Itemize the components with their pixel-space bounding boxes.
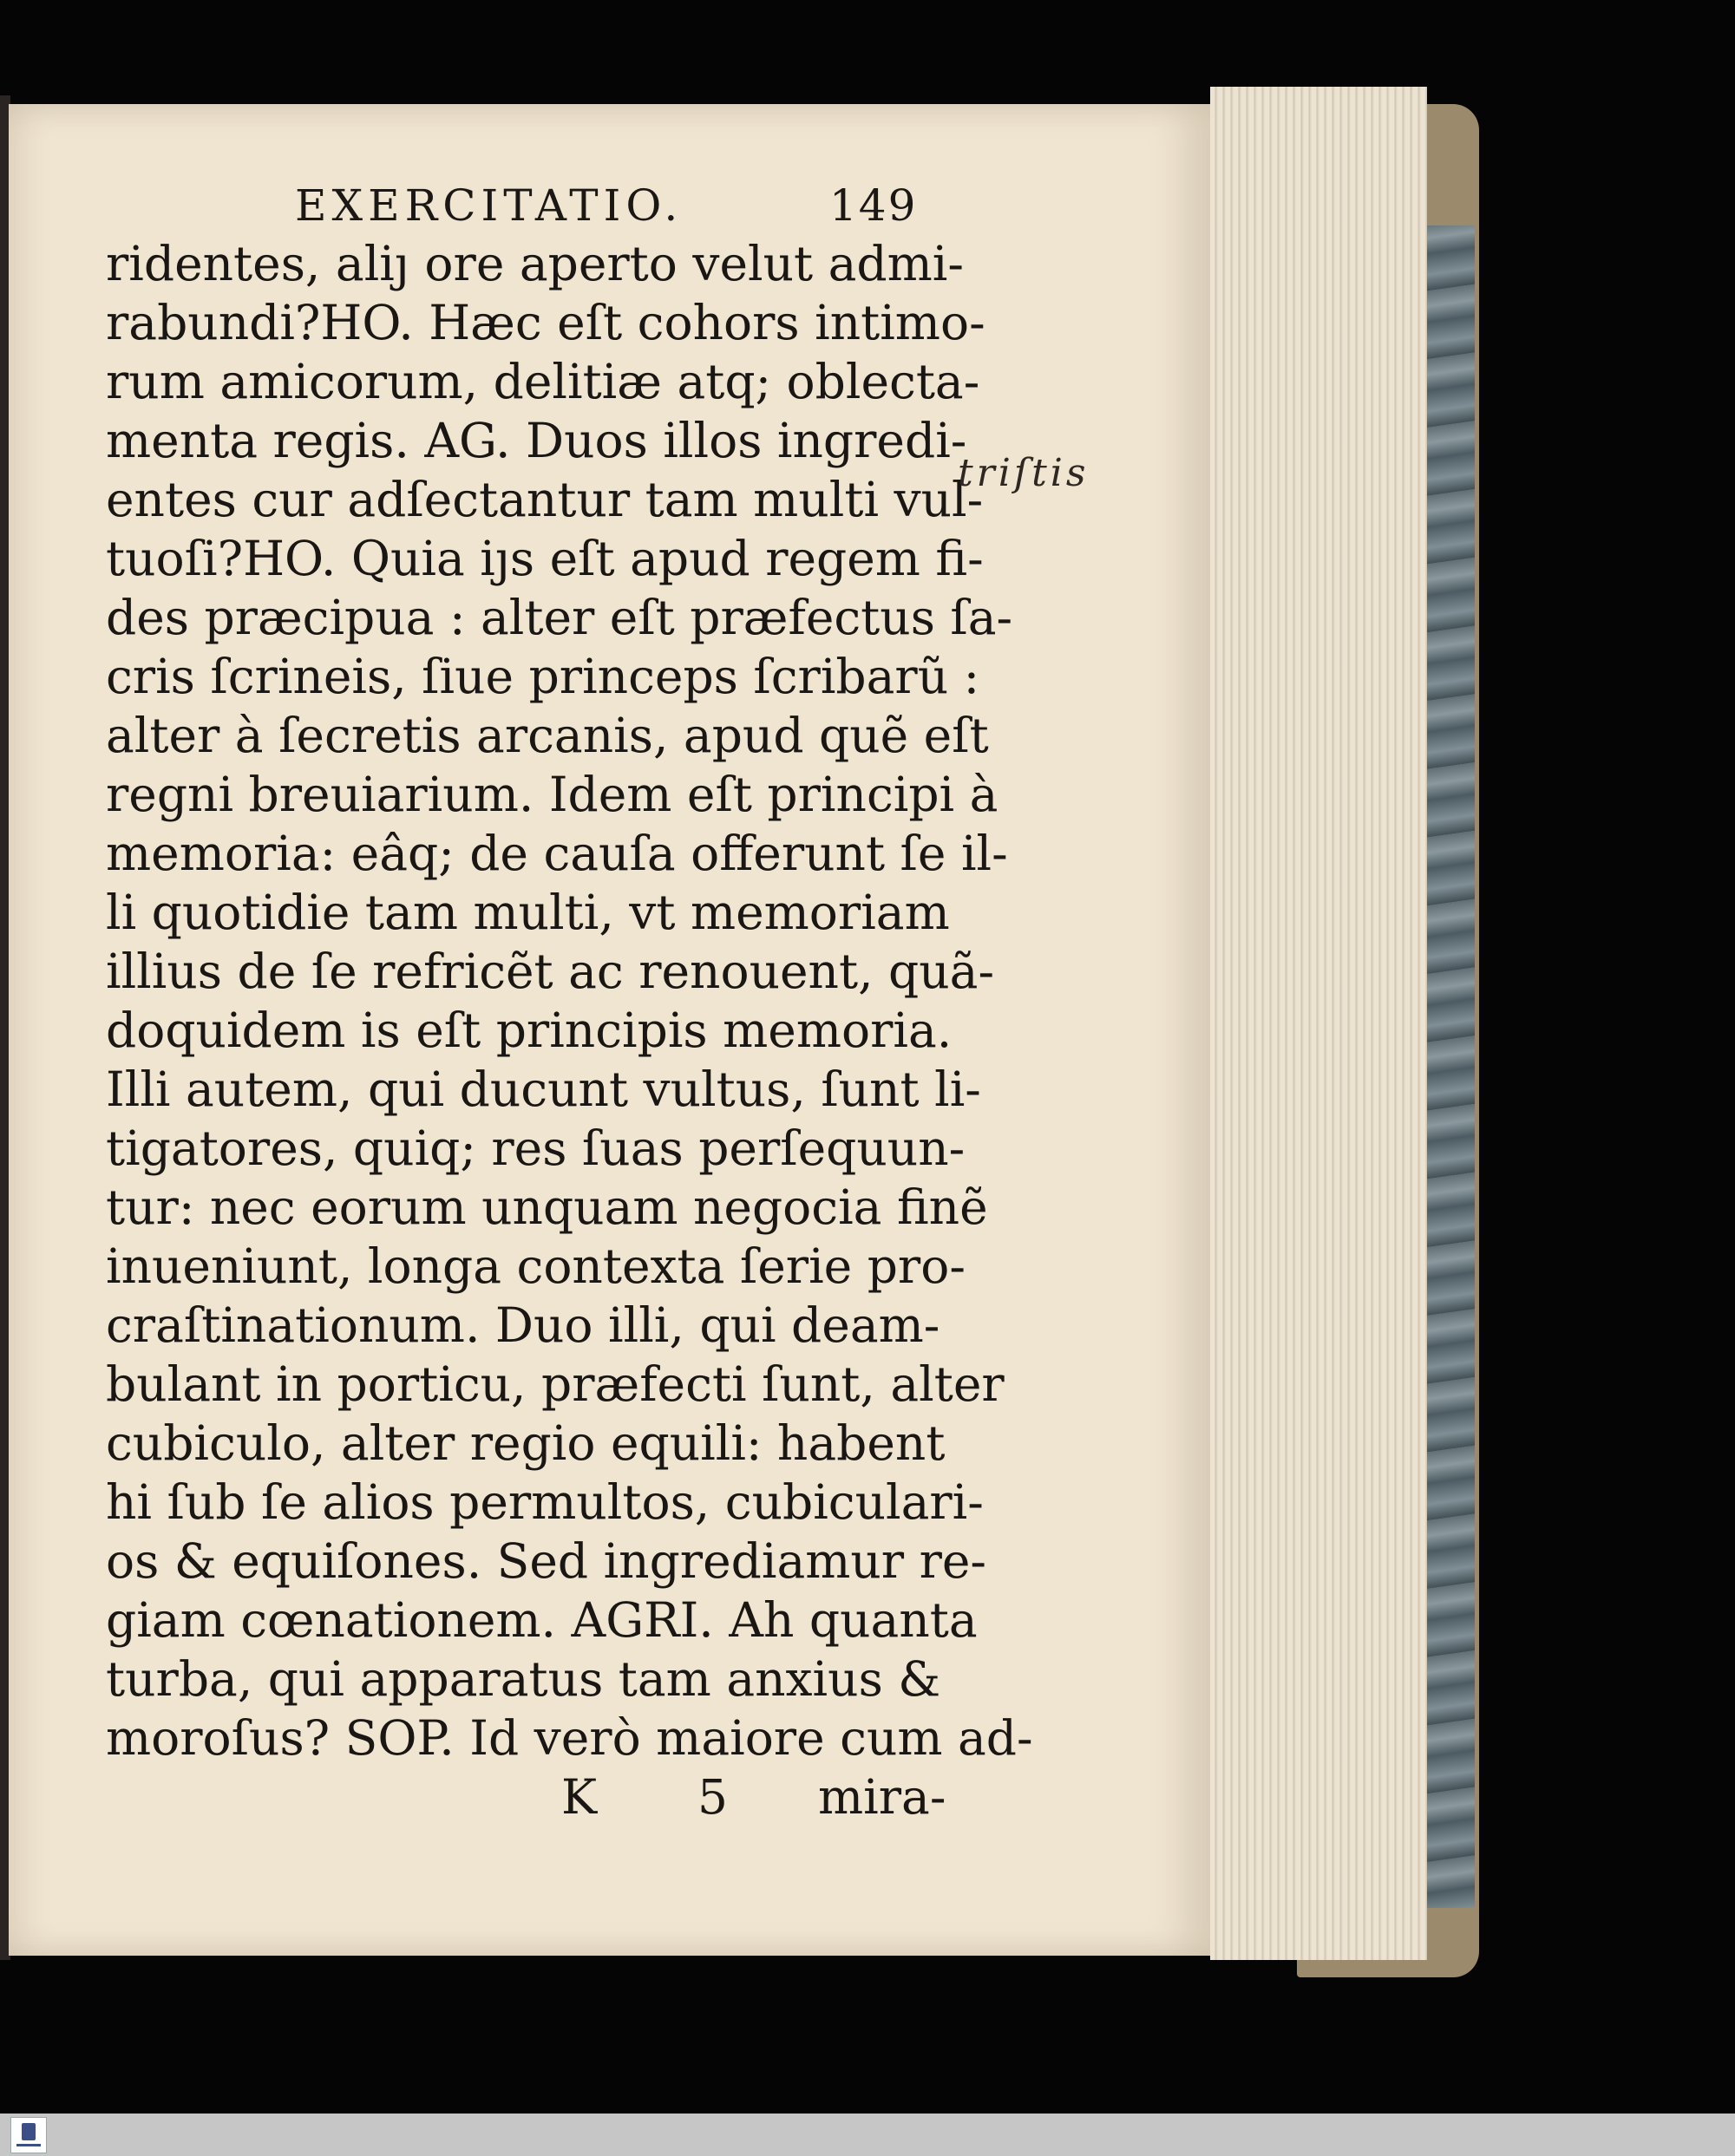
catchline-row bbox=[106, 1767, 973, 1837]
text-line: hi ſub ſe alios permultos, cubiculari- bbox=[106, 1474, 984, 1530]
text-line: turba, qui apparatus tam anxius & bbox=[106, 1651, 941, 1707]
text-line: entes cur adſectantur tam multi vul- bbox=[106, 472, 984, 527]
page-header bbox=[9, 180, 1210, 241]
text-line: os & equiſones. Sed ingrediamur re- bbox=[106, 1533, 987, 1589]
text-line: alter à ſecretis arcanis, apud quẽ eſt bbox=[106, 708, 989, 763]
text-line: regni breuiarium. Idem eſt principi à bbox=[106, 767, 998, 822]
text-line: tuoſi?HO. Quia iȷs eſt apud regem fi- bbox=[106, 531, 984, 586]
text-line: inueniunt, longa contexta ſerie pro- bbox=[106, 1238, 966, 1294]
text-line: ridentes, aliȷ ore aperto velut admi- bbox=[106, 236, 964, 291]
text-line: illius de ſe refricẽt ac renouent, quã- bbox=[106, 944, 995, 999]
text-line: tur: nec eorum unquam negocia finẽ bbox=[106, 1179, 988, 1235]
running-title: EXERCITATIO. bbox=[295, 180, 684, 231]
catchword: mira- bbox=[818, 1769, 946, 1825]
page-number: 149 bbox=[829, 180, 918, 231]
text-line: tigatores, quiq; res ſuas perſequun- bbox=[106, 1120, 966, 1176]
page-edges bbox=[1210, 87, 1427, 1960]
text-line: li quotidie tam multi, vt memoriam bbox=[106, 885, 950, 940]
book-page bbox=[9, 104, 1210, 1956]
text-line: moroſus? SOP. Id verò maiore cum ad- bbox=[106, 1710, 1033, 1766]
text-line: menta regis. AG. Duos illos ingredi- bbox=[106, 413, 967, 468]
signature-mark: K bbox=[561, 1769, 598, 1825]
text-line: rum amicorum, delitiæ atq; oblecta- bbox=[106, 354, 980, 409]
text-line: rabundi?HO. Hæc eſt cohors intimo- bbox=[106, 295, 985, 350]
text-line: bulant in porticu, præfecti ſunt, alter bbox=[106, 1356, 1005, 1412]
text-line: doquidem is eſt principis memoria. bbox=[106, 1003, 953, 1058]
text-line: giam cœnationem. AGRI. Ah quanta bbox=[106, 1592, 978, 1648]
signature-number: 5 bbox=[697, 1769, 728, 1825]
text-line: cris ſcrineis, ſiue princeps ſcribarũ : bbox=[106, 649, 980, 704]
text-line: Illi autem, qui ducunt vultus, ſunt li- bbox=[106, 1062, 981, 1117]
text-line: memoria: eâq; de cauſa offerunt ſe il- bbox=[106, 826, 1008, 881]
text-line: cubiculo, alter regio equili: habent bbox=[106, 1415, 946, 1471]
text-line: craſtinationum. Duo illi, qui deam- bbox=[106, 1297, 940, 1353]
margin-annotation: triſtis bbox=[958, 451, 1090, 495]
text-line: des præcipua : alter eſt præfectus ſa- bbox=[106, 590, 1013, 645]
library-logo-icon[interactable] bbox=[10, 2117, 47, 2153]
viewer-footer-bar bbox=[0, 2114, 1735, 2156]
